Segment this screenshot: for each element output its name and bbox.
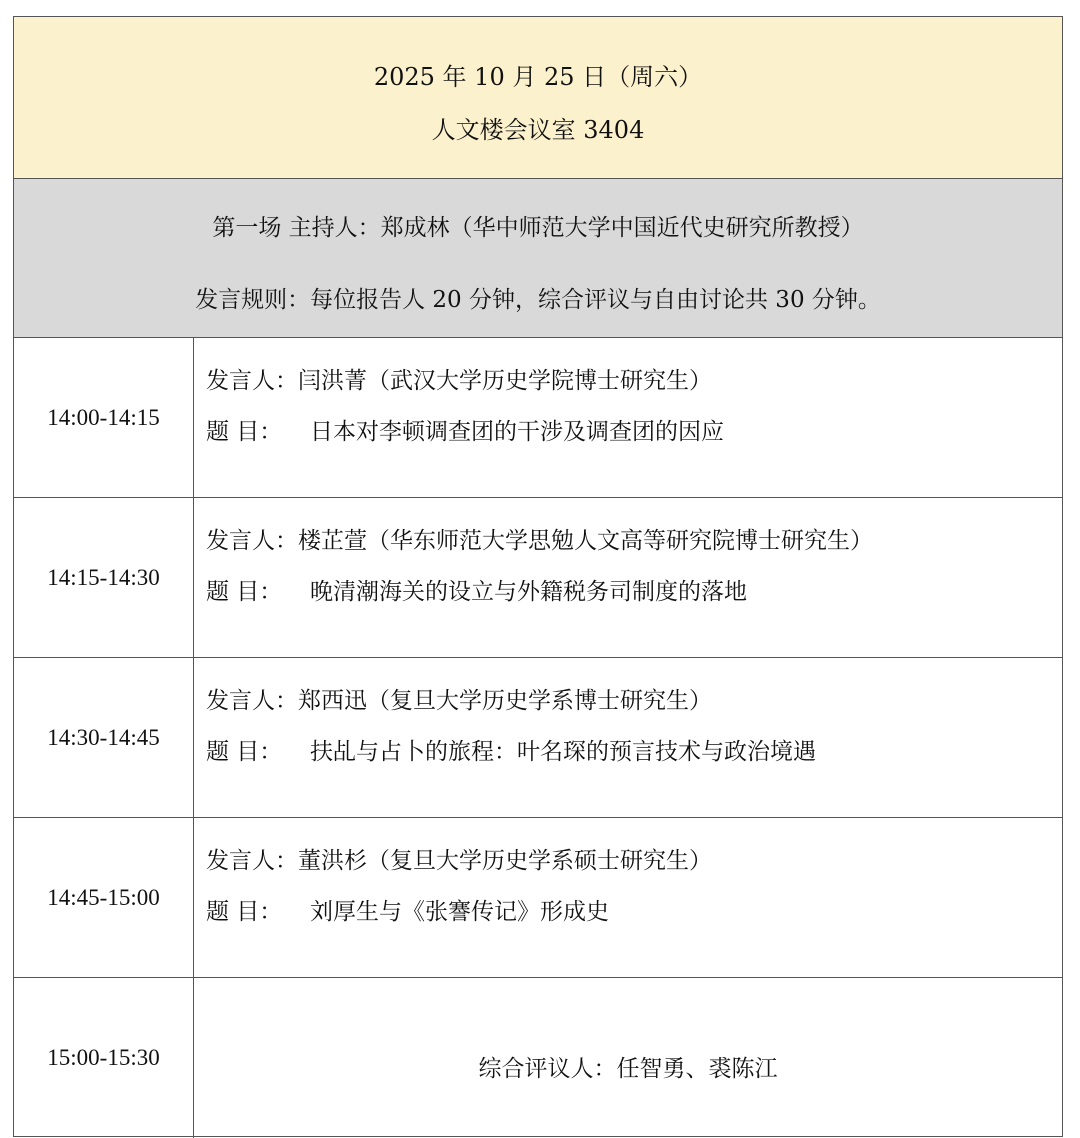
- table-row: [14, 658, 1062, 818]
- topic-title: 扶乩与占卜的旅程：叶名琛的预言技术与政治境遇: [310, 739, 816, 765]
- event-venue: 人文楼会议室 3404: [431, 116, 645, 144]
- speaker-line: [206, 682, 712, 715]
- speaker-line: [206, 842, 712, 875]
- session-rules: 发言规则：每位报告人 20 分钟，综合评议与自由讨论共 30 分钟。: [195, 287, 881, 313]
- table-row: [14, 818, 1062, 978]
- schedule-header: [14, 17, 1062, 179]
- speaker-name: 闫洪菁（武汉大学历史学院博士研究生）: [298, 368, 712, 394]
- session-host: 第一场 主持人：郑成林（华中师范大学中国近代史研究所教授）: [212, 215, 864, 241]
- topic-line: [206, 733, 816, 766]
- speaker-label: 发言人：: [206, 528, 298, 554]
- talk-details: [194, 658, 1062, 817]
- talk-details: [194, 818, 1062, 977]
- topic-title: 刘厚生与《张謇传记》形成史: [310, 899, 609, 925]
- topic-label: 题 目：: [206, 739, 283, 765]
- speaker-label: 发言人：: [206, 368, 298, 394]
- topic-title: 日本对李顿调查团的干涉及调查团的因应: [310, 419, 724, 445]
- topic-title: 晚清潮海关的设立与外籍税务司制度的落地: [310, 579, 747, 605]
- discussion-details: [194, 978, 1062, 1138]
- topic-line: [206, 893, 609, 926]
- speaker-line: [206, 362, 712, 395]
- speaker-name: 董洪杉（复旦大学历史学系硕士研究生）: [298, 848, 712, 874]
- time-slot: 14:45-15:00: [14, 818, 194, 977]
- discussion-row: [14, 978, 1062, 1138]
- speaker-name: 郑西迅（复旦大学历史学系博士研究生）: [298, 688, 712, 714]
- session-info: [14, 179, 1062, 338]
- commentators: 综合评议人：任智勇、裘陈江: [478, 1056, 778, 1082]
- time-slot: 14:30-14:45: [14, 658, 194, 817]
- topic-label: 题 目：: [206, 579, 283, 605]
- talk-details: [194, 498, 1062, 657]
- time-slot: 14:00-14:15: [14, 338, 194, 497]
- talk-details: [194, 338, 1062, 497]
- table-row: [14, 498, 1062, 658]
- time-slot: 15:00-15:30: [14, 978, 194, 1138]
- schedule-table: [13, 16, 1063, 1137]
- speaker-label: 发言人：: [206, 688, 298, 714]
- topic-line: [206, 413, 724, 446]
- speaker-label: 发言人：: [206, 848, 298, 874]
- time-slot: 14:15-14:30: [14, 498, 194, 657]
- speaker-name: 楼芷萱（华东师范大学思勉人文高等研究院博士研究生）: [298, 528, 873, 554]
- topic-label: 题 目：: [206, 419, 283, 445]
- topic-line: [206, 573, 747, 606]
- event-date: 2025 年 10 月 25 日（周六）: [373, 63, 703, 91]
- speaker-line: [206, 522, 873, 555]
- table-row: [14, 338, 1062, 498]
- topic-label: 题 目：: [206, 899, 283, 925]
